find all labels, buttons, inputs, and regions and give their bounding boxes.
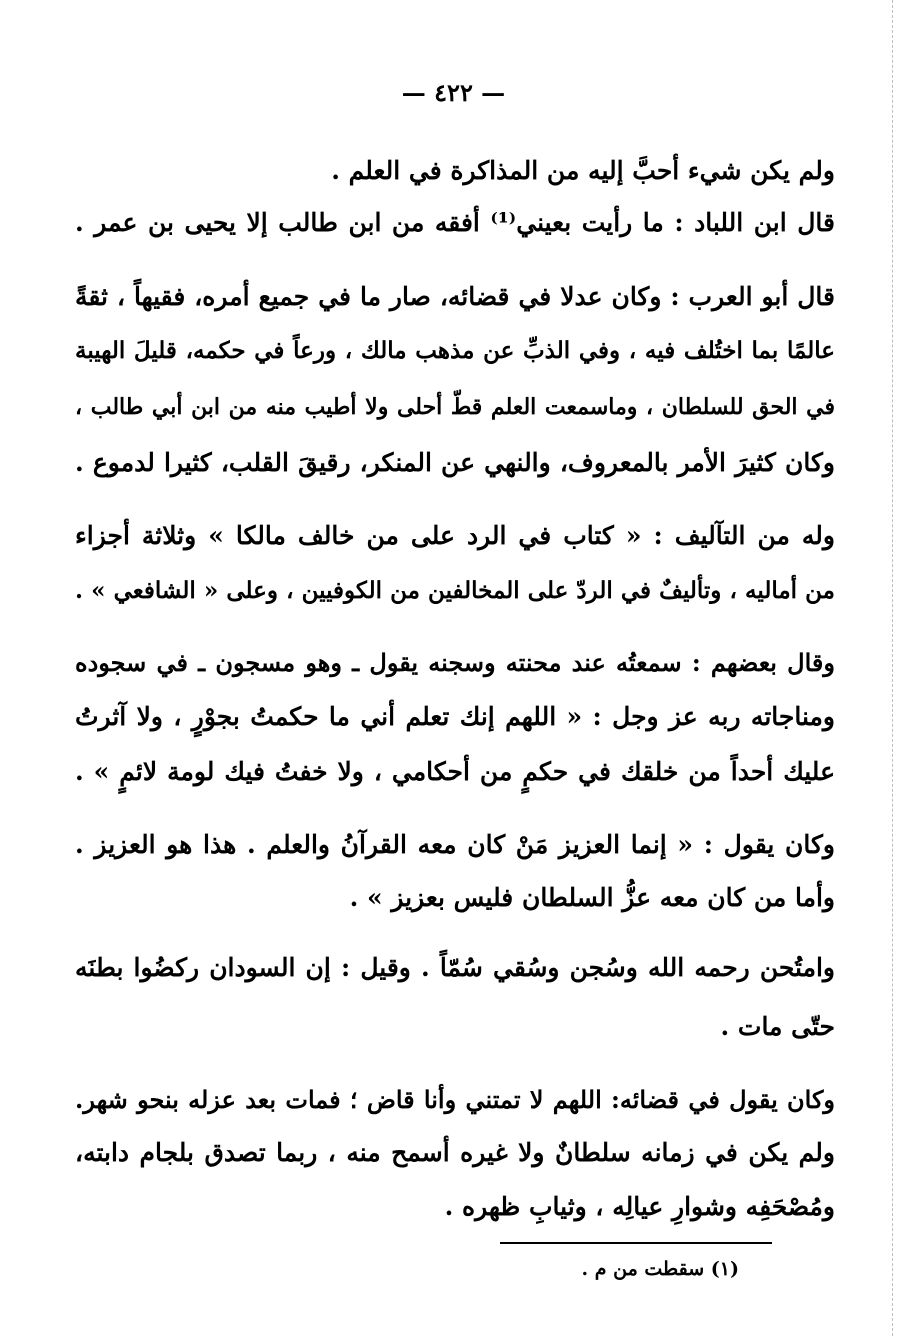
page-number: — ٤٢٢ — xyxy=(401,78,506,107)
text-line: قال أبو العرب : وكان عدلا في قضائه، صار ما في جميع أمره، فقيهاً ، ثقةً xyxy=(75,282,835,311)
text-line: قال ابن اللباد : ما رأيت بعيني⁽¹⁾ أفقه من ابن طالب إلا يحيى بن عمر . xyxy=(75,208,835,237)
text-line: وكان يقول : « إنما العزيز مَنْ كان معه القرآنُ والعلم . هذا هو العزيز . xyxy=(75,830,835,859)
text-line: وقال بعضهم : سمعتُه عند محنته وسجنه يقول ـ وهو مسجون ـ في سجوده xyxy=(75,648,835,677)
text-line: وكان كثيرَ الأمر بالمعروف، والنهي عن المنكر، رقيقَ القلب، كثيرا لدموع . xyxy=(75,448,835,477)
text-line: ولم يكن شيء أحبَّ إليه من المذاكرة في العلم . xyxy=(331,156,835,185)
text-line: عالمًا بما اختُلف فيه ، وفي الذبِّ عن مذهب مالك ، ورعاً في حكمه، قليلَ الهيبة xyxy=(75,337,835,364)
text-line: وله من التآليف : « كتاب في الرد على من خالف مالكا » وثلاثة أجزاء xyxy=(75,521,835,550)
text-line: في الحق للسلطان ، وماسمعت العلم قطّ أحلى ولا أطيب منه من ابن أبي طالب ، xyxy=(75,394,835,420)
text-line: وكان يقول في قضائه: اللهم لا تمتني وأنا قاض ؛ فمات بعد عزله بنحو شهر. xyxy=(75,1085,835,1114)
text-line: ومناجاته ربه عز وجل : « اللهم إنك تعلم أني ما حكمتُ بجوْرٍ ، ولا آثرتُ xyxy=(75,702,835,731)
text-line: حتّى مات . xyxy=(720,1012,835,1041)
page-edge xyxy=(892,0,893,1336)
text-line: عليك أحداً من خلقك في حكمٍ من أحكامي ، ولا خفتُ فيك لومة لائمٍ » . xyxy=(75,757,835,786)
text-line: من أماليه ، وتأليفٌ في الردّ على المخالفين من الكوفيين ، وعلى « الشافعي » . xyxy=(75,577,835,604)
text-line: ومُصْحَفِه وشوارِ عيالِه ، وثيابِ ظهره . xyxy=(444,1192,835,1221)
text-line: وامتُحن رحمه الله وسُجن وسُقي سُمّاً . وقيل : إن السودان ركضُوا بطنَه xyxy=(75,953,835,982)
text-line: ولم يكن في زمانه سلطانٌ ولا غيره أسمح منه ، ربما تصدق بلجام دابته، xyxy=(75,1138,836,1167)
footnote-divider xyxy=(500,1242,772,1244)
text-line: وأما من كان معه عزُّ السلطان فليس بعزيز » . xyxy=(349,883,835,912)
footnote: (١) سقطت من م . xyxy=(581,1258,739,1280)
